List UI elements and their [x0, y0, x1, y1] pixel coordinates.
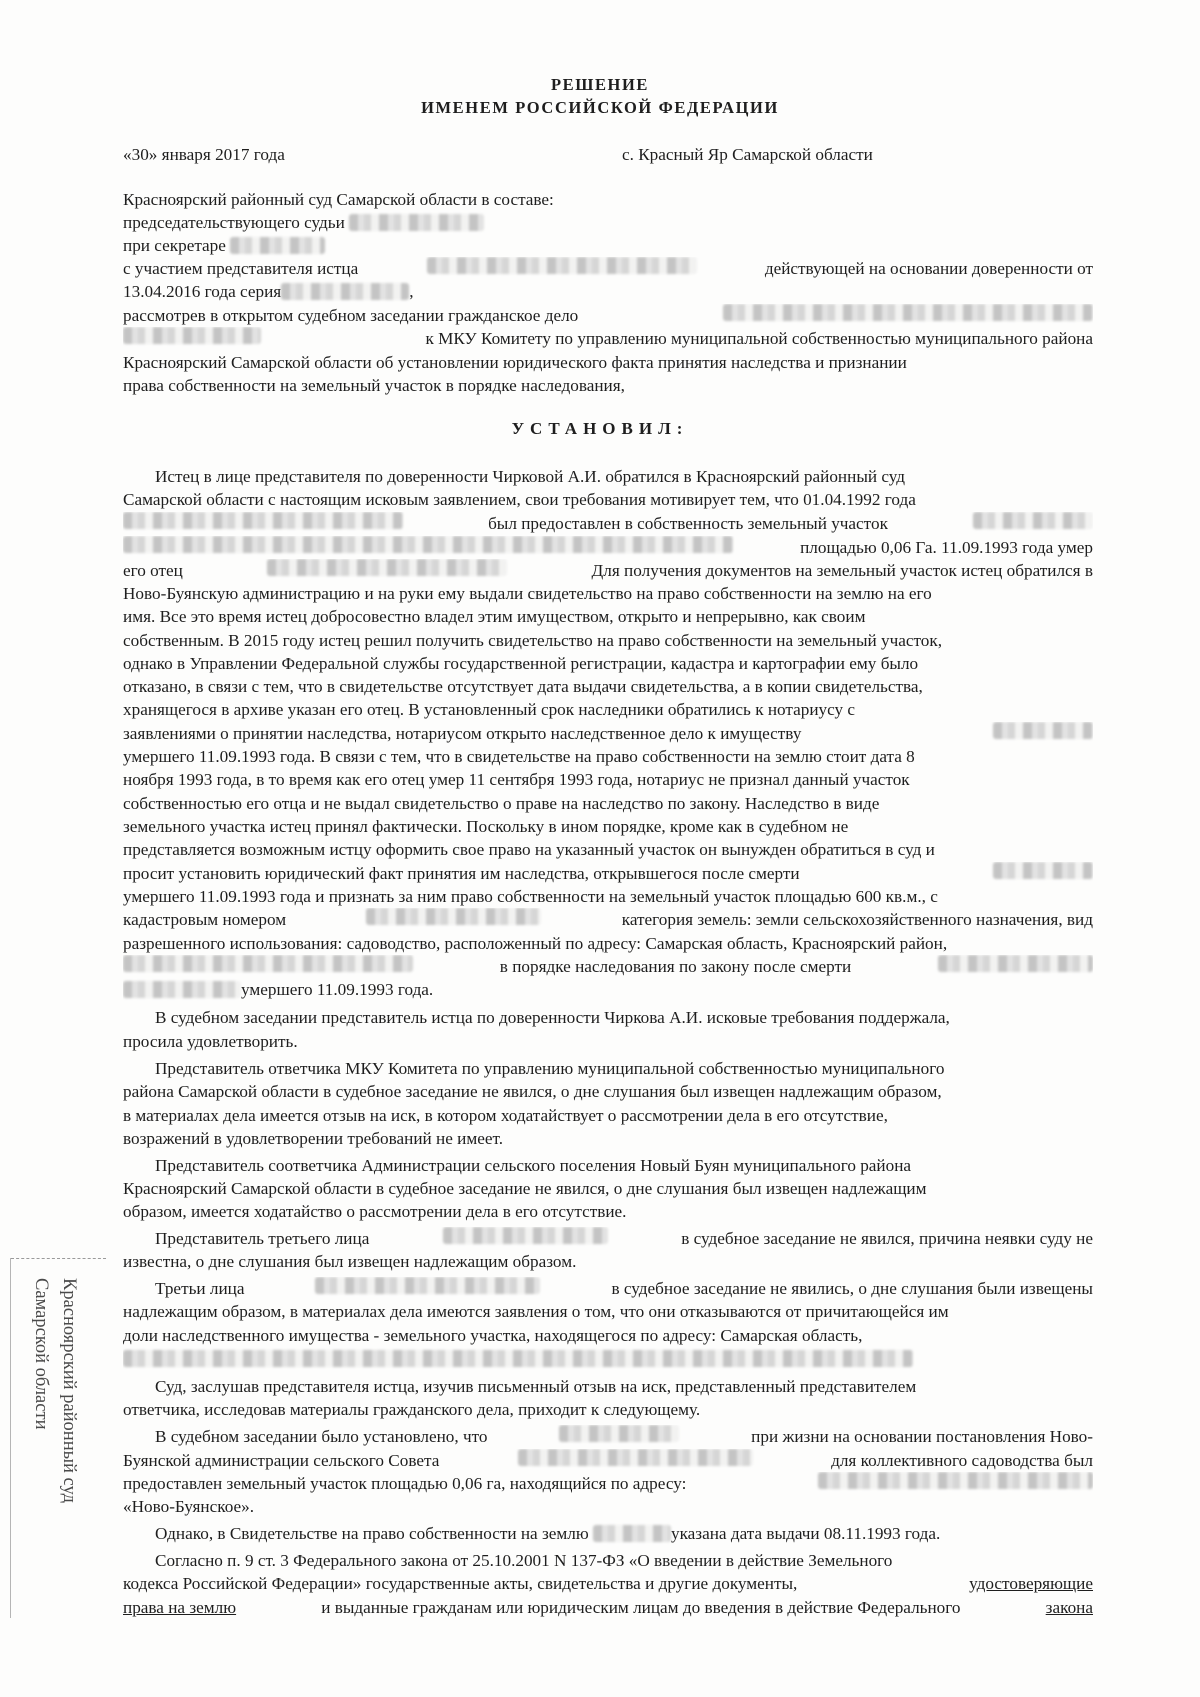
body-line: [123, 908, 1093, 931]
stamp-line: Красноярский районный суд: [59, 1278, 79, 1504]
intro-line: [123, 327, 1093, 350]
body-line: [123, 512, 1093, 535]
body-line: [123, 722, 1093, 745]
text-fragment: кодекса Российской Федерации» государственные акты, свидетельства и другие документы,: [123, 1574, 798, 1593]
text-fragment: действующей на основании доверенности от: [764, 259, 1093, 278]
text-fragment: с участием представителя истца: [123, 259, 359, 278]
court-stamp-text: [27, 1278, 83, 1503]
redacted-text: [518, 1449, 753, 1466]
text-fragment: в порядке наследования по закону после смерти: [499, 957, 852, 976]
redacted-text: [281, 283, 409, 300]
body-line: [123, 862, 1093, 885]
text-fragment: в судебное заседание не явились, о дне слушания были извещены: [611, 1279, 1093, 1298]
redacted-text: [123, 981, 241, 998]
intro-line: [123, 257, 1093, 280]
document-title: РЕШЕНИЕ: [550, 75, 650, 94]
text-fragment: площадью 0,06 Га. 11.09.1993 года умер: [800, 538, 1093, 557]
body-line: Истец в лице представителя по доверенности Чирковой А.И. обратился в Красноярский районный суд: [155, 467, 906, 486]
body-line: района Самарской области в судебное заседание не явился, о дне слушания был извещен надлежащим образом,: [123, 1082, 942, 1101]
body-line: [123, 536, 1093, 559]
intro-line: [123, 280, 1093, 303]
text-fragment: председательствующего судьи: [123, 213, 345, 232]
body-line: собственностью его отца и не выдал свидетельство о праве на наследство по закону. Наследство в виде: [123, 794, 880, 813]
text-fragment: Для получения документов на земельный участок истец обратился в: [591, 561, 1093, 580]
redacted-text: [818, 1472, 1093, 1489]
body-line: образом, имеется ходатайство о рассмотрении дела в его отсутствие.: [123, 1202, 627, 1221]
text-fragment: категория земель: земли сельскохозяйственного назначения, вид: [621, 910, 1093, 929]
text-fragment: для коллективного садоводства был: [831, 1451, 1093, 1470]
text-fragment: указана дата выдачи 08.11.1993 года.: [671, 1524, 941, 1543]
intro-line: права собственности на земельный участок в порядке наследования,: [123, 376, 625, 395]
text-fragment: его отец: [123, 561, 183, 580]
text-fragment: Буянской администрации сельского Совета: [123, 1451, 440, 1470]
intro-line: Красноярский районный суд Самарской области в составе:: [123, 190, 554, 209]
body-line: Красноярский Самарской области в судебное заседание не явился, о дне слушания был извещен надлежащим: [123, 1179, 927, 1198]
body-line: имя. Все это время истец добросовестно владел этим имуществом, открыто и непрерывно, как своим: [123, 607, 866, 626]
intro-line: Красноярский Самарской области об установлении юридического факта принятия наследства и признании: [123, 353, 907, 372]
redacted-text: [230, 237, 325, 254]
redacted-text: [123, 512, 403, 529]
body-line: умершего 11.09.1993 года и признать за ним право собственности на земельный участок площадью 600 кв.м., с: [123, 887, 938, 906]
body-line: [123, 978, 1093, 1001]
redacted-text: [123, 1350, 913, 1367]
redacted-text: [443, 1227, 608, 1244]
body-line: [123, 1449, 1093, 1472]
body-line: доли наследственного имущества - земельного участка, находящегося по адресу: Самарская область,: [123, 1326, 863, 1345]
body-line: земельного участка истец принял фактически. Поскольку в ином порядке, кроме как в судебном не: [123, 817, 849, 836]
redacted-text: [123, 955, 413, 972]
underlined-text: удостоверяющие: [969, 1574, 1093, 1593]
body-line: Согласно п. 9 ст. 3 Федерального закона от 25.10.2001 N 137-ФЗ «О введении в действие Земельного: [155, 1551, 893, 1570]
body-line: [155, 1227, 1093, 1250]
text-fragment: предоставлен земельный участок площадью 0,06 га, находящийся по адресу:: [123, 1474, 687, 1493]
court-stamp: [10, 1258, 111, 1618]
text-fragment: при жизни на основании постановления Ново-: [751, 1427, 1093, 1446]
redacted-text: [427, 257, 697, 274]
redacted-text: [315, 1277, 540, 1294]
text-fragment: Однако, в Свидетельстве на право собственности на землю: [155, 1524, 589, 1543]
stamp-border: [11, 1258, 106, 1259]
body-line: ответчика, исследовав материалы гражданского дела, приходит к следующему.: [123, 1400, 701, 1419]
redacted-text: [723, 304, 1093, 321]
redacted-text: [993, 722, 1093, 739]
redacted-text: [559, 1425, 679, 1442]
body-line: [123, 559, 1093, 582]
decision-place: с. Красный Яр Самарской области: [622, 145, 873, 164]
text-fragment: и выданные гражданам или юридическим лицам до введения в действие Федерального: [321, 1598, 961, 1617]
redacted-text: [366, 908, 541, 925]
text-fragment: Третьи лица: [155, 1279, 245, 1298]
text-fragment: умершего 11.09.1993 года.: [241, 980, 434, 999]
body-line: Представитель ответчика МКУ Комитета по управлению муниципальной собственностью муниципального: [155, 1059, 945, 1078]
section-heading: УСТАНОВИЛ:: [511, 419, 689, 438]
text-fragment: В судебном заседании было установлено, что: [155, 1427, 488, 1446]
text-fragment: к МКУ Комитету по управлению муниципальной собственностью муниципального района: [425, 329, 1093, 348]
body-line: отказано, в связи с тем, что в свидетельстве отсутствует дата выдачи свидетельства, а в копии свидетельства,: [123, 677, 923, 696]
redacted-text: [593, 1525, 671, 1542]
body-line: [155, 1425, 1093, 1448]
body-line: Самарской области с настоящим исковым заявлением, свои требования мотивирует тем, что 01.04.1992 года: [123, 490, 916, 509]
body-line: хранящегося в архиве указан его отец. В установленный срок наследники обратились к нотариусу с: [123, 700, 856, 719]
text-fragment: просит установить юридический факт принятия им наследства, открывшегося после смерти: [123, 864, 800, 883]
body-line: однако в Управлении Федеральной службы государственной регистрации, кадастра и картографии ему было: [123, 654, 919, 673]
date-place-line: [123, 143, 1093, 166]
intro-line: [123, 234, 1093, 257]
redacted-text: [267, 559, 507, 576]
body-line: надлежащим образом, в материалах дела имеются заявления о том, что они отказываются от причитающейся им: [123, 1302, 949, 1321]
text-fragment: был предоставлен в собственность земельный участок: [488, 514, 888, 533]
document-subtitle: ИМЕНЕМ РОССИЙСКОЙ ФЕДЕРАЦИИ: [421, 98, 779, 117]
text-fragment: ,: [409, 282, 414, 301]
body-line: «Ново-Буянское».: [123, 1497, 255, 1516]
body-line: ноября 1993 года, в то время как его отец умер 11 сентября 1993 года, нотариус не признал данный участок: [123, 770, 910, 789]
redacted-text: [123, 536, 733, 553]
body-line: Представитель соответчика Администрации сельского поселения Новый Буян муниципального района: [155, 1156, 912, 1175]
body-line: В судебном заседании представитель истца по доверенности Чиркова А.И. исковые требования поддержала,: [155, 1008, 950, 1027]
text-fragment: 13.04.2016 года серия: [123, 282, 282, 301]
body-line: умершего 11.09.1993 года. В связи с тем, что в свидетельстве на право собственности на землю стоит дата 8: [123, 747, 915, 766]
body-line: известна, о дне слушания был извещен надлежащим образом.: [123, 1252, 577, 1271]
body-line: разрешенного использования: садоводство, расположенный по адресу: Самарская область, Красноярский район,: [123, 934, 948, 953]
body-line: в материалах дела имеется отзыв на иск, в котором ходатайствует о рассмотрении дела в его отсутствие,: [123, 1106, 888, 1125]
body-line: [155, 1522, 1093, 1545]
stamp-line: Самарской области: [31, 1278, 51, 1430]
body-line: представляется возможным истцу оформить свое право на указанный участок он вынужден обратиться в суд и: [123, 840, 935, 859]
body-line: [123, 955, 1093, 978]
text-fragment: рассмотрев в открытом судебном заседании гражданское дело: [123, 306, 579, 325]
text-fragment: при секретаре: [123, 236, 226, 255]
intro-line: [123, 211, 1093, 234]
body-line: Ново-Буянскую администрацию и на руки ему выдали свидетельство на право собственности на землю на его: [123, 584, 932, 603]
redacted-text: [349, 214, 484, 231]
redacted-text: [123, 327, 261, 344]
text-fragment: в судебное заседание не явился, причина неявки суду не: [681, 1229, 1093, 1248]
body-line: [123, 1347, 1093, 1370]
decision-date: «30» января 2017 года: [123, 145, 285, 164]
body-line: [123, 1596, 1093, 1619]
body-line: возражений в удовлетворении требований не имеет.: [123, 1129, 504, 1148]
redacted-text: [993, 862, 1093, 879]
redacted-text: [938, 955, 1093, 972]
text-fragment: заявлениями о принятии наследства, нотариусом открыто наследственное дело к имуществу: [123, 724, 802, 743]
redacted-text: [973, 512, 1093, 529]
intro-line: [123, 304, 1093, 327]
body-line: собственным. В 2015 году истец решил получить свидетельство на право собственности на земельный участок,: [123, 631, 943, 650]
body-line: [123, 1572, 1093, 1595]
underlined-text: закона: [1045, 1598, 1093, 1617]
underlined-text: права на землю: [123, 1598, 237, 1617]
text-fragment: кадастровым номером: [123, 910, 287, 929]
body-line: просила удовлетворить.: [123, 1032, 298, 1051]
text-fragment: Представитель третьего лица: [155, 1229, 370, 1248]
body-line: [123, 1472, 1093, 1495]
body-line: [155, 1277, 1093, 1300]
body-line: Суд, заслушав представителя истца, изучив письменный отзыв на иск, представленный представителем: [155, 1377, 917, 1396]
